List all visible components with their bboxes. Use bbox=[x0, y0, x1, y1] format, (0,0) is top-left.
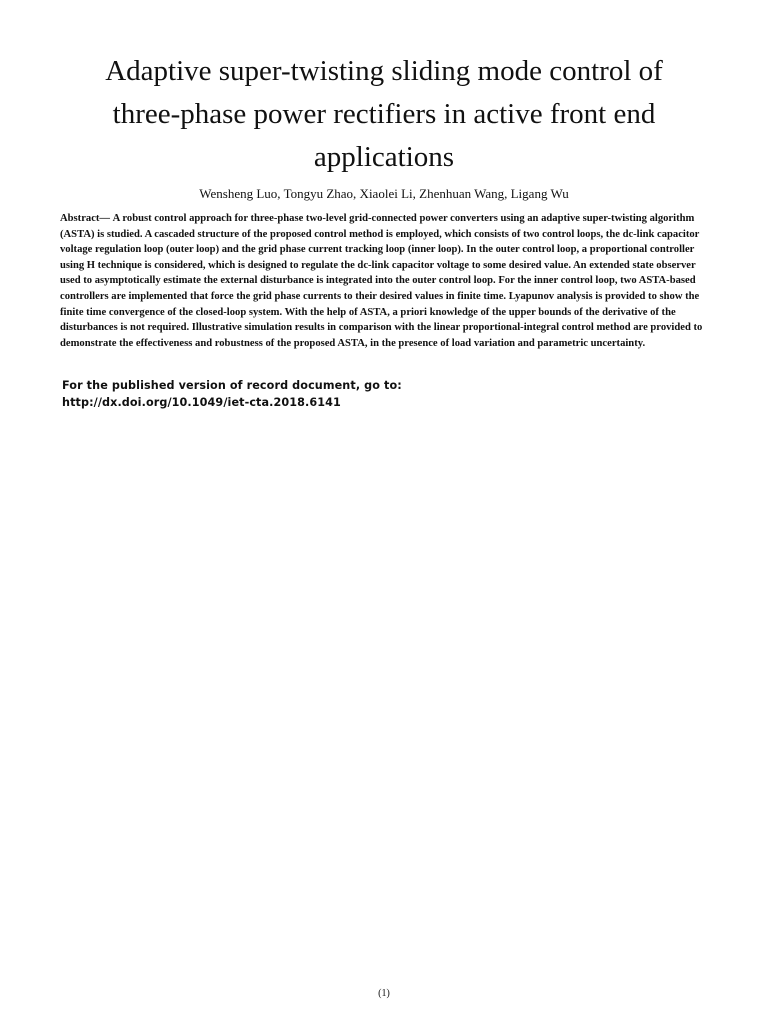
title-line-1: Adaptive super-twisting sliding mode control of bbox=[105, 55, 663, 87]
page-number: (1) bbox=[378, 988, 390, 999]
author-list: Wensheng Luo, Tongyu Zhao, Xiaolei Li, Zhenhuan Wang, Ligang Wu bbox=[199, 186, 569, 201]
title-line-3: applications bbox=[313, 141, 455, 173]
published-version-notice bbox=[62, 377, 708, 411]
abstract-text: A robust control approach for three-phase two-level grid-connected power converters using an adaptive super-twisting algorithm (ASTA) is studied. A cascaded structure of the proposed control method is employed, which consists of two control loops, the dc-link capacitor voltage regulation loop (outer loop) and the grid phase current tracking loop (inner loop). In the outer control loop, a proportional controller using H technique is considered, which is designed to regulate the dc-link capacitor voltage to some desired value. An extended state observer used to asymptotically estimate the external disturbance is integrated into the outer control loop. For the inner control loop, two ASTA-based controllers are implemented that force the grid phase currents to their desired values in finite time. Lyapunov analysis is provided to show the finite time convergence of the closed-loop system. With the help of ASTA, a priori knowledge of the upper bounds of the derivative of the disturbances is not required. Illustrative simulation results in comparison with the linear proportional-integral control method are provided to demonstrate the effectiveness and robustness of the proposed ASTA, in the presence of load variation and parametric uncertainty. bbox=[60, 213, 703, 349]
title-line-2: three-phase power rectifiers in active front end bbox=[112, 98, 656, 130]
doi-link[interactable]: http://dx.doi.org/10.1049/iet-cta.2018.6141 bbox=[62, 396, 341, 409]
abstract bbox=[60, 211, 708, 351]
notice-text: For the published version of record document, go to: bbox=[62, 379, 402, 392]
paper-title bbox=[60, 50, 708, 179]
abstract-label: Abstract— bbox=[60, 213, 111, 224]
